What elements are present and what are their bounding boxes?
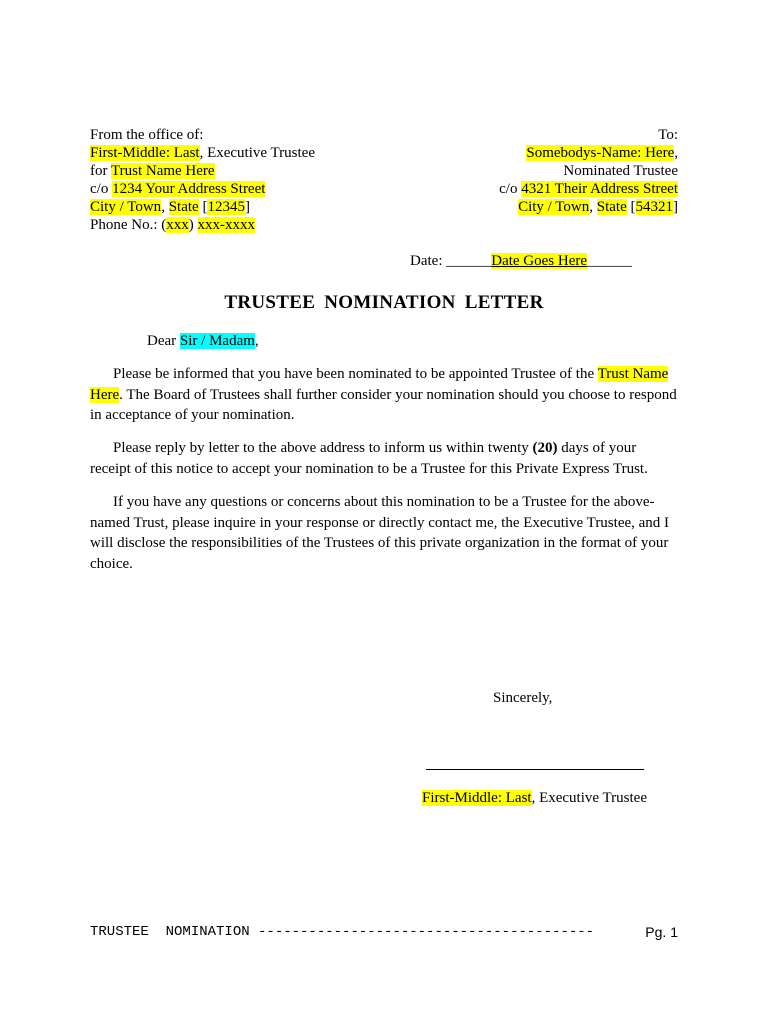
sender-area-code: xxx	[166, 217, 189, 233]
sender-phone-line: Phone No.: (xxx) xxx-xxxx	[90, 217, 255, 233]
recipient-role: Nominated Trustee	[563, 163, 678, 179]
signer-name: First-Middle: Last	[422, 790, 532, 806]
sender-street: 1234 Your Address Street	[112, 181, 266, 197]
sender-street-line: c/o 1234 Your Address Street	[90, 181, 266, 197]
recipient-zip: 54321	[635, 199, 673, 215]
page-number: Pg. 1	[645, 924, 678, 940]
closing-sincerely: Sincerely,	[493, 690, 553, 706]
signature-line	[426, 769, 644, 770]
sender-phone-number: xxx-xxxx	[197, 217, 255, 233]
sender-city-line: City / Town, State [12345]	[90, 199, 250, 215]
sender-heading: From the office of:	[90, 127, 204, 143]
sender-state: State	[168, 199, 199, 215]
sender-name-line: First-Middle: Last, Executive Trustee	[90, 145, 315, 161]
recipient-city: City / Town	[518, 199, 590, 215]
recipient-name-line: Somebodys-Name: Here,	[526, 145, 678, 161]
sender-trust-line: for Trust Name Here	[90, 163, 215, 179]
date-line: Date: ______Date Goes Here______	[410, 253, 633, 269]
recipient-heading: To:	[658, 127, 678, 143]
recipient-street: 4321 Their Address Street	[521, 181, 678, 197]
salutation: Dear Sir / Madam,	[147, 333, 259, 349]
paragraph-1: Please be informed that you have been nominated to be appointed Trustee of the Trust Name Here. The Board of Trustees shall further consider your nomination should you choose to respond in acceptance of your nomination.	[90, 366, 677, 423]
recipient-city-line: City / Town, State [54321]	[518, 199, 678, 215]
days-count: (20)	[532, 440, 558, 456]
paragraph-1-trust-name: Trust Name Here	[90, 366, 669, 403]
paragraph-3: If you have any questions or concerns about this nomination to be a Trustee for the above-named Trust, please inquire in your response or directly contact me, the Executive Trustee, and I will disclose the responsibilities of the Trustees of this private organization in the format of your choice.	[90, 494, 670, 572]
sender-trust-name: Trust Name Here	[110, 163, 215, 179]
sender-zip: 12345	[207, 199, 245, 215]
salutation-name: Sir / Madam	[179, 333, 255, 349]
recipient-name: Somebodys-Name: Here	[526, 145, 675, 161]
recipient-state: State	[596, 199, 627, 215]
date-value: Date Goes Here	[491, 253, 588, 269]
letter-title: TRUSTEE NOMINATION LETTER	[224, 292, 544, 313]
sender-city: City / Town	[90, 199, 162, 215]
paragraph-2: Please reply by letter to the above address to inform us within twenty (20) days of your receipt of this notice to accept your nomination to be a Trustee for this Private Express Trust.	[90, 440, 648, 477]
recipient-street-line: c/o 4321 Their Address Street	[499, 181, 678, 197]
signer-line: First-Middle: Last, Executive Trustee	[422, 790, 647, 806]
footer-title: TRUSTEE NOMINATION ----------------------------------------	[90, 924, 595, 940]
sender-name: First-Middle: Last	[90, 145, 200, 161]
